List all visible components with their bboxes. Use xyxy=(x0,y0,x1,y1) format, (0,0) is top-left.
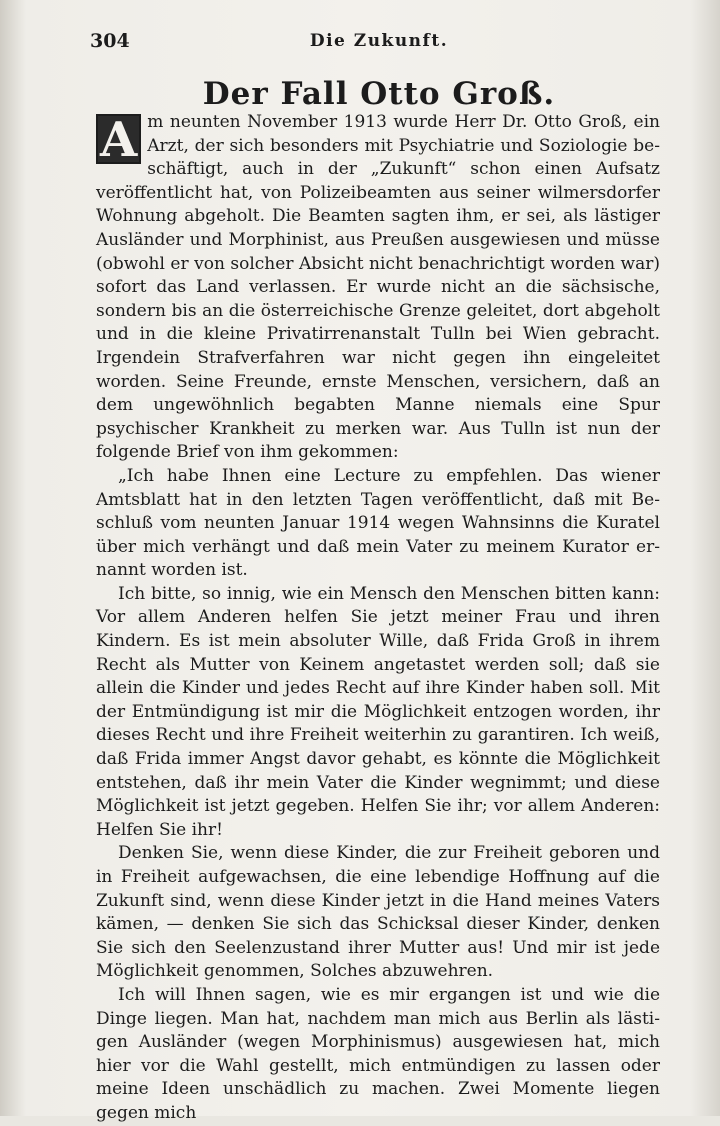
running-title: Die Zukunft. xyxy=(309,31,449,51)
article-title: Der Fall Otto Groß. xyxy=(202,76,556,112)
paragraph-3: Ich bitte, so innig, wie ein Mensch den Menschen bitten kann: Vor allem Anderen helfen Sie jetzt meiner Frau und ihren Kindern. Es ist mein absoluter Wille, daß Frida Groß in ihrem Recht als Mutter von Keinem angetastet werden soll; daß sie allein die Kinder und jedes Recht auf ihre Kinder haben soll. Mit der Entmündigung ist mir die Möglichkeit entzogen worden, ihr dieses Recht und ihre Freiheit weiterhin zu garantiren. Ich weiß, daß Frida immer Angst davor gehabt, es könnte die Möglichkeit entstehen, daß ihr mein Vater die Kinder wegnimmt; und diese Möglichkeit ist jetzt gegeben. Helfen Sie ihr; vor allem Anderen: Helfen Sie ihr! xyxy=(96,583,660,840)
paragraph-4: Denken Sie, wenn diese Kinder, die zur Freiheit geboren und in Freiheit aufgewachsen, die eine lebendige Hoffnung auf die Zukunft sind, wenn diese Kinder jetzt in die Hand meines Vaters kämen, — denken Sie sich das Schicksal dieser Kinder, denken Sie sich den Seelenzustand ihrer Mutter aus! Und mir ist jede Möglichkeit genommen, Solches abzuwehren. xyxy=(96,843,660,982)
paragraph-2: „Ich habe Ihnen eine Lecture zu empfehlen. Das wiener Amtsblatt hat in den letzten Tagen veröffentlicht, daß mit Beschluß vom neunten Januar 1914 wegen Wahnsinns die Kuratel über mich verhängt und daß mein Vater zu meinem Kurator ernannt worden ist. xyxy=(96,465,660,581)
paragraph-1 xyxy=(96,111,660,465)
article-body xyxy=(96,111,660,1126)
page-header xyxy=(90,30,668,56)
paragraph-5: Ich will Ihnen sagen, wie es mir ergangen ist und wie die Dinge liegen. Man hat, nachdem man mich aus Berlin als lästigen Ausländer (wegen Morphinismus) ausgewiesen hat, mich hier vor die Wahl gestellt, mich entmündigen zu lassen oder meine Ideen unschädlich zu machen. Zwei Momente liegen gegen mich xyxy=(96,984,660,1123)
page-number: 304 xyxy=(90,30,130,52)
paragraph-1-text: m neunten November 1913 wurde Herr Dr. Otto Groß, ein Arzt, der sich besonders mit Psychiatrie und Soziologie beschäftigt, auch in der „Zukunft“ schon einen Aufsatz veröffentlicht hat, von Polizeibeamten aus seiner wilmersdorfer Wohnung abgeholt. Die Beamten sagten ihm, er sei, als lästiger Ausländer und Morphinist, aus Preußen ausgewiesen und müsse (obwohl er von solcher Absicht nicht benachrichtigt worden war) sofort das Land verlassen. Er wurde nicht an die sächsische, sondern bis an die österreichische Grenze geleitet, dort abgeholt und in die kleine Privatirrenanstalt Tulln bei Wien gebracht. Irgendein Strafverfahren war nicht gegen ihn eingeleitet worden. Seine Freunde, ernste Menschen, versichern, daß an dem ungewöhnlich begabten Manne niemals eine Spur psychischer Krankheit zu merken war. Aus Tulln ist nun der folgende Brief von ihm gekommen: xyxy=(96,112,660,463)
drop-cap: A xyxy=(96,114,141,164)
